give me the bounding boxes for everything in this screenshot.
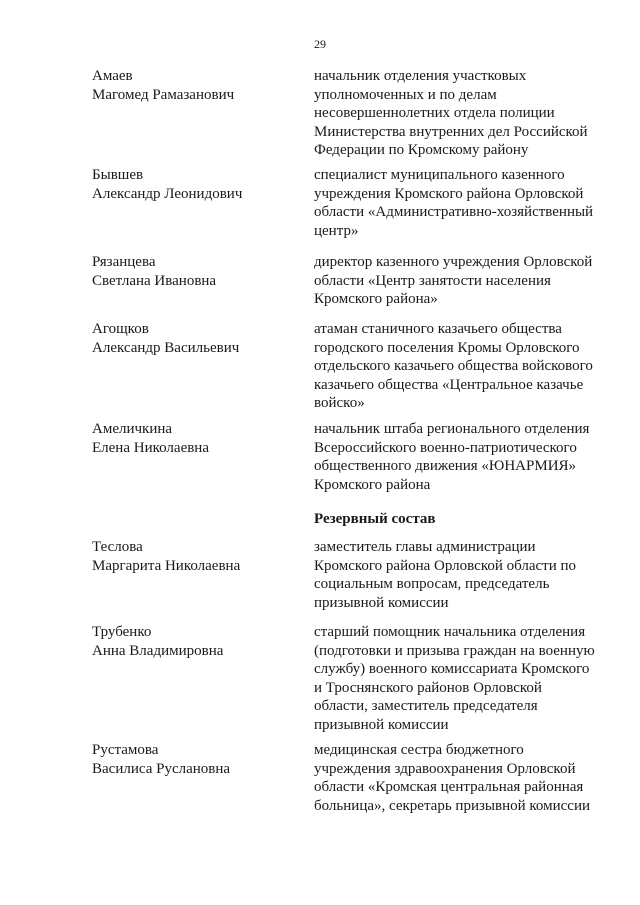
role-line: несовершеннолетних отдела полиции — [314, 105, 555, 121]
role-line: медицинская сестра бюджетного — [314, 742, 524, 758]
member-role — [314, 623, 614, 734]
member-role — [314, 166, 614, 240]
role-line: отдельского казачьего общества войскового — [314, 358, 593, 374]
role-line: уполномоченных и по делам — [314, 86, 497, 103]
member-role — [314, 420, 614, 494]
role-line: области «Административно-хозяйственный — [314, 204, 594, 220]
member-name — [92, 320, 297, 357]
member-role — [314, 253, 614, 309]
role-line: призывной комиссии — [314, 594, 449, 611]
given-names: Александр Васильевич — [92, 339, 240, 356]
role-line: учреждения здравоохранения Орловской — [314, 760, 576, 777]
surname: Рустамова — [92, 742, 159, 758]
role-line: заместитель главы администрации — [314, 539, 536, 555]
role-line: общественного движения «ЮНАРМИЯ» — [314, 458, 577, 474]
role-line: начальник штаба регионального отделения — [314, 421, 590, 437]
given-names: Анна Владимировна — [92, 642, 224, 659]
role-line: Кромского района» — [314, 291, 438, 307]
given-names: Маргарита Николаевна — [92, 557, 241, 574]
member-name — [92, 741, 297, 778]
surname: Бывшев — [92, 167, 144, 183]
member-name — [92, 166, 297, 203]
role-line: области «Центр занятости населения — [314, 272, 551, 289]
role-line: Министерства внутренних дел Российской — [314, 123, 588, 140]
role-line: старший помощник начальника отделения — [314, 624, 586, 640]
member-role — [314, 741, 614, 815]
role-line: области «Кромская центральная районная — [314, 779, 584, 795]
member-name — [92, 253, 297, 290]
given-names: Василиса Руслановна — [92, 760, 231, 777]
role-line: учреждения Кромского района Орловской — [314, 185, 584, 202]
role-line: центр» — [314, 222, 359, 239]
role-line: Кромского района — [314, 476, 431, 493]
surname: Амаев — [92, 68, 133, 84]
role-line: войско» — [314, 395, 365, 411]
given-names: Светлана Ивановна — [92, 272, 217, 289]
member-name — [92, 538, 297, 575]
role-line: призывной комиссии — [314, 716, 449, 733]
role-line: директор казенного учреждения Орловской — [314, 254, 593, 270]
reserve-section-title: Резервный состав — [314, 511, 436, 527]
member-name — [92, 623, 297, 660]
surname: Теслова — [92, 539, 143, 555]
member-role — [314, 67, 614, 160]
role-line: атаман станичного казачьего общества — [314, 321, 562, 337]
role-line: Федерации по Кромскому району — [314, 142, 529, 158]
surname: Агощков — [92, 321, 149, 337]
role-line: социальным вопросам, председатель — [314, 576, 550, 592]
surname: Амеличкина — [92, 421, 173, 437]
role-line: больница», секретарь призывной комиссии — [314, 797, 591, 814]
role-line: и Троснянского районов Орловской — [314, 679, 542, 696]
role-line: специалист муниципального казенного — [314, 167, 565, 183]
role-line: области, заместитель председателя — [314, 698, 538, 714]
role-line: Кромского района Орловской области по — [314, 557, 577, 574]
given-names: Магомед Рамазанович — [92, 86, 235, 103]
surname: Рязанцева — [92, 254, 156, 270]
given-names: Елена Николаевна — [92, 439, 209, 456]
role-line: службу) военного комиссариата Кромского — [314, 661, 590, 677]
given-names: Александр Леонидович — [92, 185, 243, 202]
surname: Трубенко — [92, 624, 152, 640]
member-role — [314, 320, 614, 413]
role-line: казачьего общества «Центральное казачье — [314, 376, 584, 393]
page-number: 29 — [314, 37, 326, 51]
member-name — [92, 420, 297, 457]
member-role — [314, 538, 614, 612]
role-line: начальник отделения участковых — [314, 68, 527, 84]
role-line: городского поселения Кромы Орловского — [314, 339, 580, 356]
role-line: (подготовки и призыва граждан на военную — [314, 642, 595, 659]
role-line: Всероссийского военно-патриотического — [314, 439, 577, 456]
member-name — [92, 67, 297, 104]
